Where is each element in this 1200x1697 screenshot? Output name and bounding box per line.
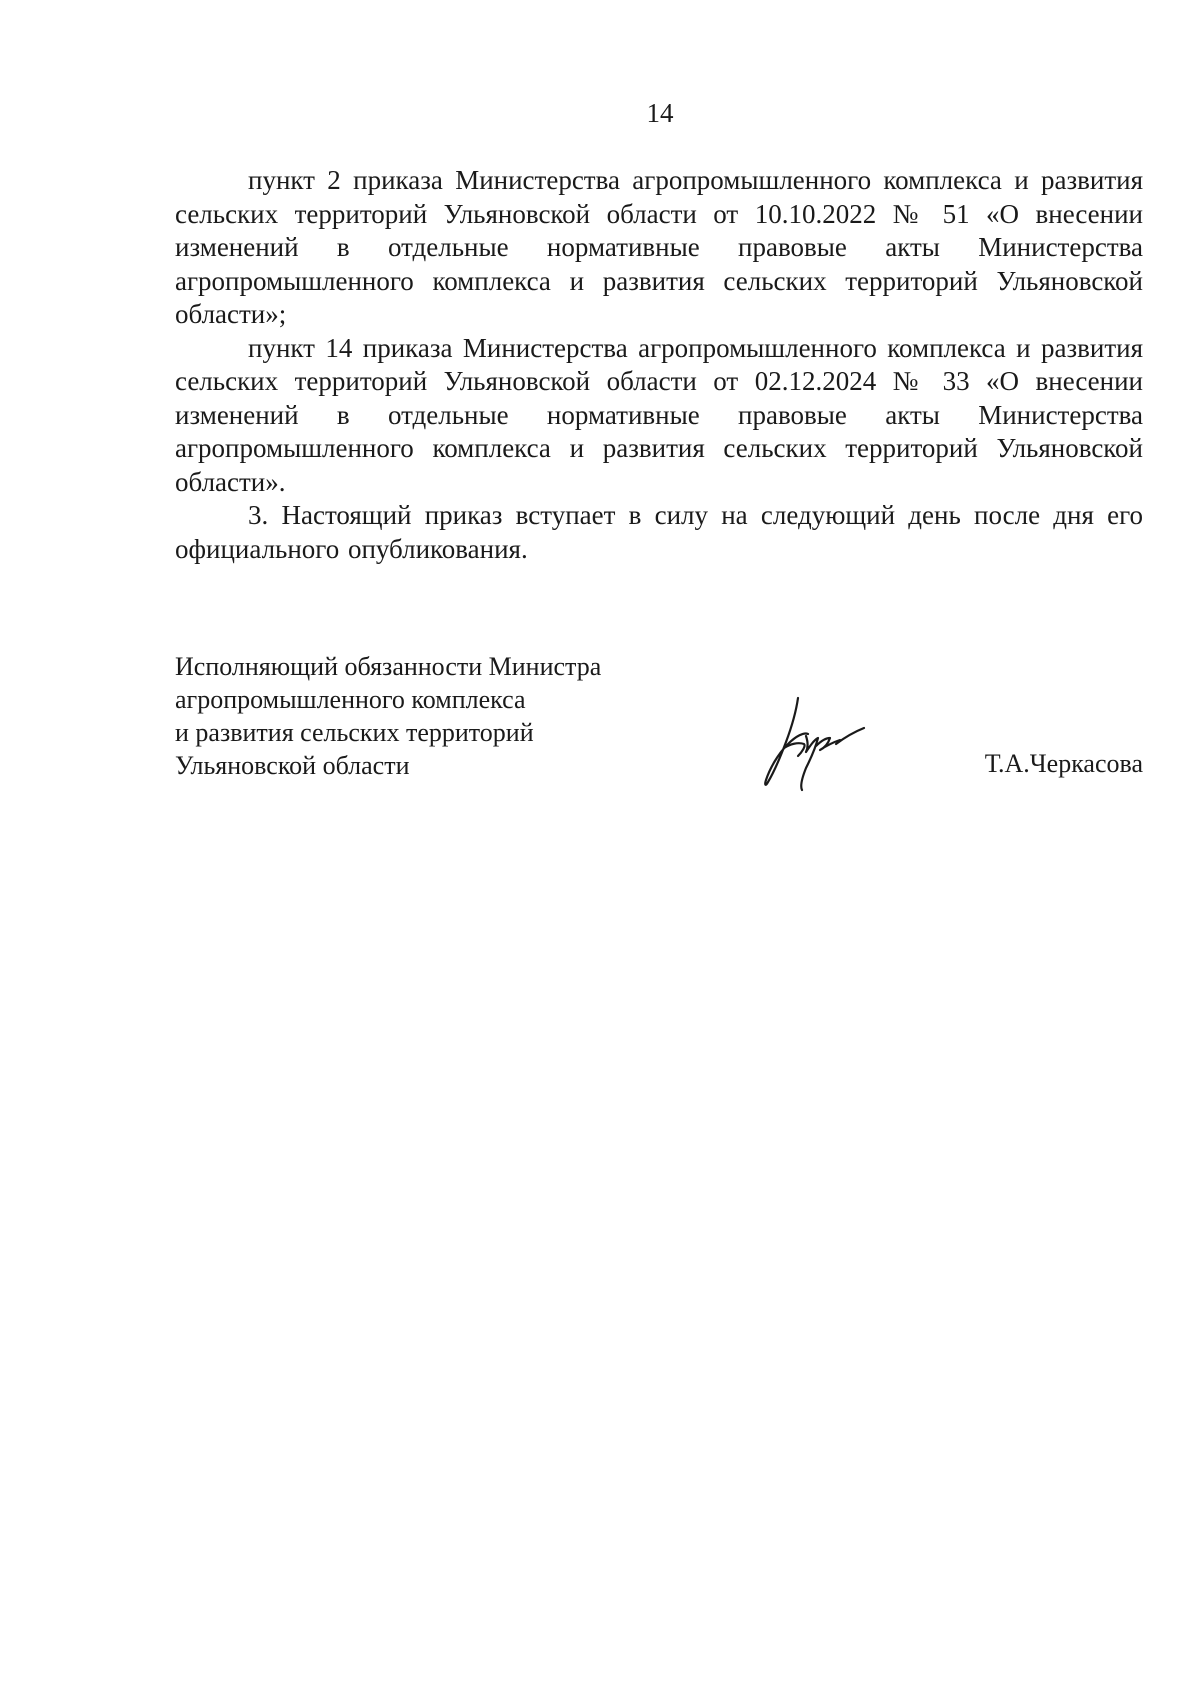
paragraph-item-2-order-51: пункт 2 приказа Министерства агропромышленного комплекса и развития сельских территорий Ульяновской области от 10.10.2022 № 51 «О внесении изменений в отдельные нормативные правовые акты Министерства агропромышленного комплекса и развития сельских территорий Ульяновской области»; (175, 165, 1143, 329)
paragraph-effective-date: 3. Настоящий приказ вступает в силу на следующий день после дня его официального опубликования. (175, 500, 1143, 564)
signature-block (175, 650, 1143, 790)
page-number: 14 (646, 98, 674, 128)
signer-title (175, 650, 601, 782)
handwritten-signature-icon (750, 690, 880, 800)
signer-title-line: Ульяновской области (175, 751, 410, 780)
document-body (175, 164, 1143, 566)
signer-title-line: Исполняющий обязанности Министра (175, 652, 602, 681)
signer-name: Т.А.Черкасова (984, 749, 1143, 778)
signer-title-line: и развития сельских территорий (175, 718, 534, 747)
paragraph-item-14-order-33: пункт 14 приказа Министерства агропромышленного комплекса и развития сельских территорий Ульяновской области от 02.12.2024 № 33 «О внесении изменений в отдельные нормативные правовые акты Министерства агропромышленного комплекса и развития сельских территорий Ульяновской области». (175, 332, 1143, 497)
signer-title-line: агропромышленного комплекса (175, 685, 526, 714)
